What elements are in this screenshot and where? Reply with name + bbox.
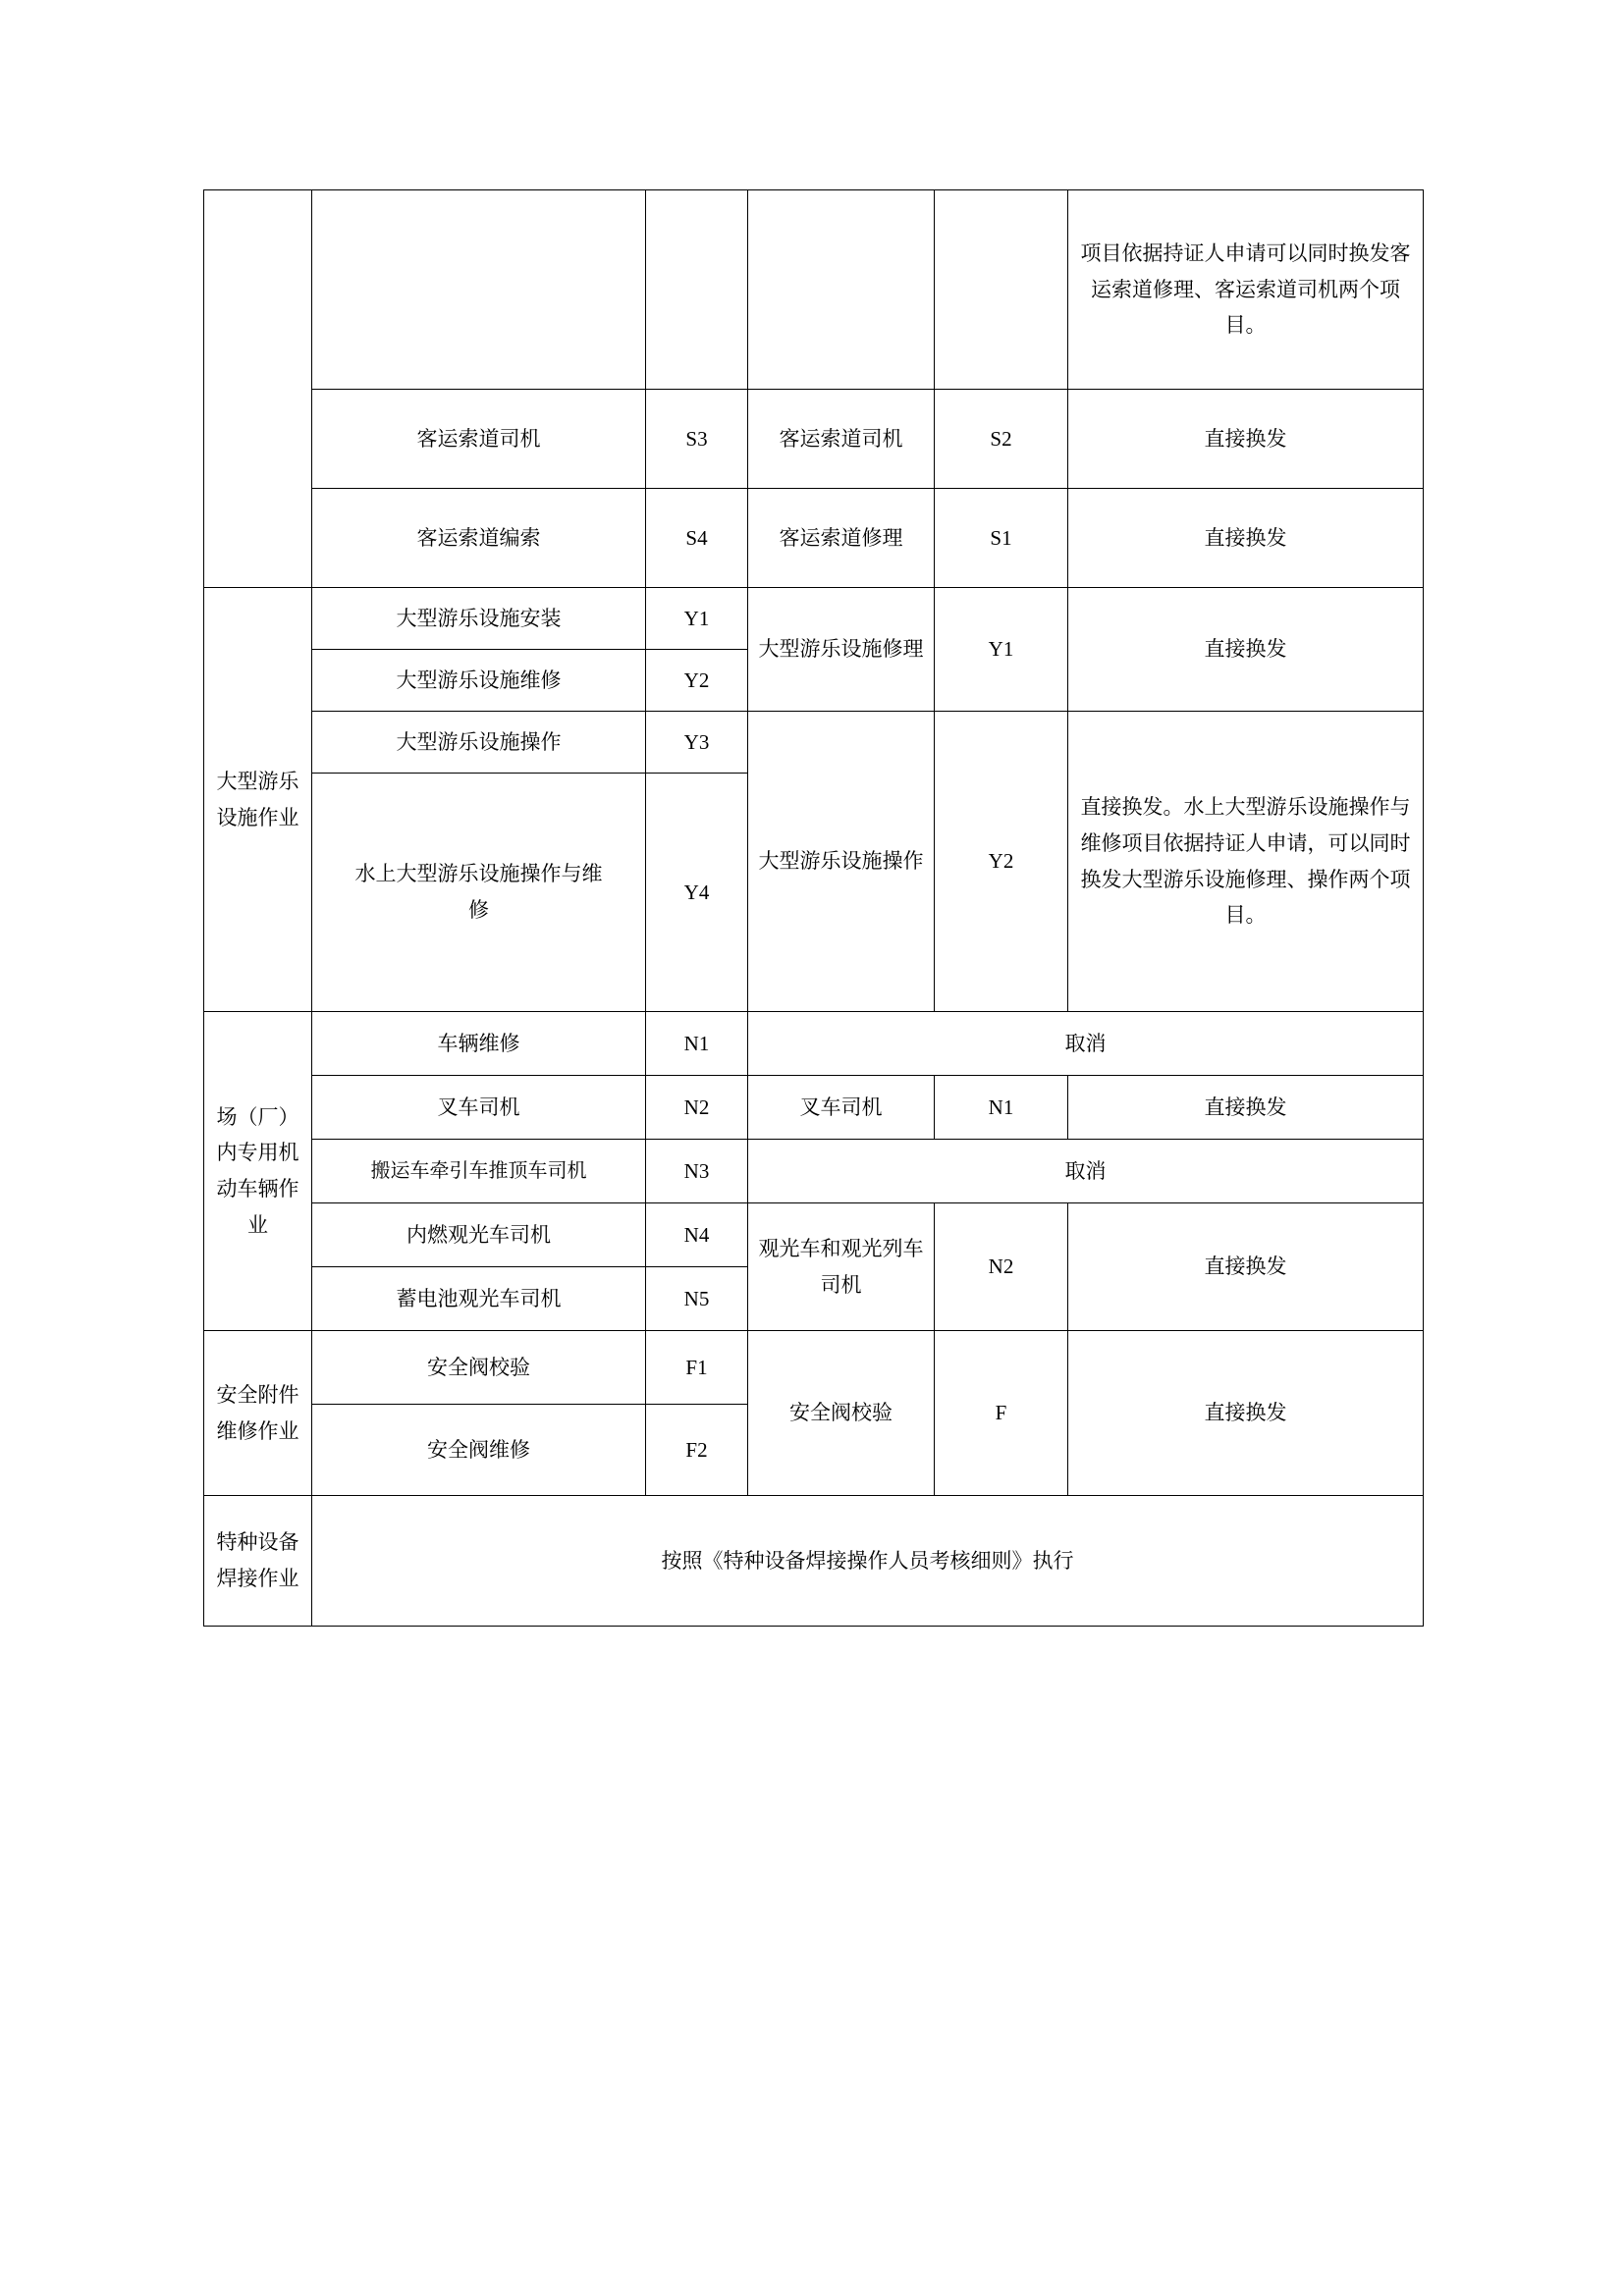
note-cell: 直接换发 — [1068, 1331, 1424, 1496]
table-row — [204, 712, 1424, 774]
new-code-cell: F — [935, 1331, 1068, 1496]
old-item-cell: 车辆维修 — [312, 1012, 646, 1076]
note-cell: 直接换发 — [1068, 588, 1424, 712]
note-cell: 直接换发。水上大型游乐设施操作与维修项目依据持证人申请，可以同时换发大型游乐设施修理、操作两个项目。 — [1068, 712, 1424, 1012]
new-code-cell: N1 — [935, 1076, 1068, 1140]
old-code-cell: N4 — [646, 1203, 748, 1267]
table-row — [204, 1076, 1424, 1140]
category-cell-safety: 安全附件维修作业 — [204, 1331, 312, 1496]
table-row — [204, 489, 1424, 588]
old-item-cell: 安全阀维修 — [312, 1405, 646, 1496]
new-item-cell: 大型游乐设施修理 — [748, 588, 935, 712]
old-item-cell: 客运索道编索 — [312, 489, 646, 588]
new-item-cell — [748, 190, 935, 390]
new-code-cell: Y2 — [935, 712, 1068, 1012]
new-code-cell: N2 — [935, 1203, 1068, 1331]
old-item-cell: 安全阀校验 — [312, 1331, 646, 1405]
old-item-cell: 叉车司机 — [312, 1076, 646, 1140]
old-code-cell: S4 — [646, 489, 748, 588]
old-code-cell: Y3 — [646, 712, 748, 774]
note-cell: 直接换发 — [1068, 489, 1424, 588]
note-cell: 直接换发 — [1068, 390, 1424, 489]
old-item-cell: 搬运车牵引车推顶车司机 — [312, 1140, 646, 1203]
old-code-cell: N1 — [646, 1012, 748, 1076]
table-row — [204, 1203, 1424, 1267]
old-code-cell: F2 — [646, 1405, 748, 1496]
old-item-cell: 大型游乐设施操作 — [312, 712, 646, 774]
new-code-cell: S1 — [935, 489, 1068, 588]
old-item-cell: 蓄电池观光车司机 — [312, 1267, 646, 1331]
old-code-cell — [646, 190, 748, 390]
old-item-cell — [312, 190, 646, 390]
table-row — [204, 190, 1424, 390]
new-code-cell: Y1 — [935, 588, 1068, 712]
table-row — [204, 1496, 1424, 1627]
old-item-cell: 内燃观光车司机 — [312, 1203, 646, 1267]
note-cell: 直接换发 — [1068, 1076, 1424, 1140]
table-row — [204, 1140, 1424, 1203]
old-code-cell: N2 — [646, 1076, 748, 1140]
table-row — [204, 390, 1424, 489]
category-cell-welding: 特种设备焊接作业 — [204, 1496, 312, 1627]
old-code-cell: F1 — [646, 1331, 748, 1405]
table-row — [204, 1012, 1424, 1076]
old-code-cell: S3 — [646, 390, 748, 489]
certificate-conversion-table — [203, 189, 1424, 1627]
new-item-cell: 客运索道司机 — [748, 390, 935, 489]
merged-note-cell: 取消 — [748, 1140, 1424, 1203]
category-cell-vehicle: 场（厂）内专用机动车辆作业 — [204, 1012, 312, 1331]
new-item-cell: 大型游乐设施操作 — [748, 712, 935, 1012]
table-row — [204, 1331, 1424, 1405]
category-cell-cableway — [204, 190, 312, 588]
merged-note-cell: 按照《特种设备焊接操作人员考核细则》执行 — [312, 1496, 1424, 1627]
merged-note-cell: 取消 — [748, 1012, 1424, 1076]
old-code-cell: N3 — [646, 1140, 748, 1203]
new-code-cell: S2 — [935, 390, 1068, 489]
old-code-cell: Y2 — [646, 650, 748, 712]
old-code-cell: N5 — [646, 1267, 748, 1331]
new-item-cell: 安全阀校验 — [748, 1331, 935, 1496]
old-code-cell: Y1 — [646, 588, 748, 650]
new-code-cell — [935, 190, 1068, 390]
table-row — [204, 588, 1424, 650]
note-cell: 直接换发 — [1068, 1203, 1424, 1331]
new-item-cell: 客运索道修理 — [748, 489, 935, 588]
note-cell: 项目依据持证人申请可以同时换发客运索道修理、客运索道司机两个项目。 — [1068, 190, 1424, 390]
old-item-cell: 大型游乐设施维修 — [312, 650, 646, 712]
category-cell-amusement: 大型游乐设施作业 — [204, 588, 312, 1012]
old-code-cell: Y4 — [646, 774, 748, 1012]
old-item-cell: 客运索道司机 — [312, 390, 646, 489]
old-item-cell: 大型游乐设施安装 — [312, 588, 646, 650]
new-item-cell: 叉车司机 — [748, 1076, 935, 1140]
conversion-table-container — [203, 189, 1423, 1627]
new-item-cell: 观光车和观光列车司机 — [748, 1203, 935, 1331]
old-item-cell: 水上大型游乐设施操作与维修 — [312, 774, 646, 1012]
